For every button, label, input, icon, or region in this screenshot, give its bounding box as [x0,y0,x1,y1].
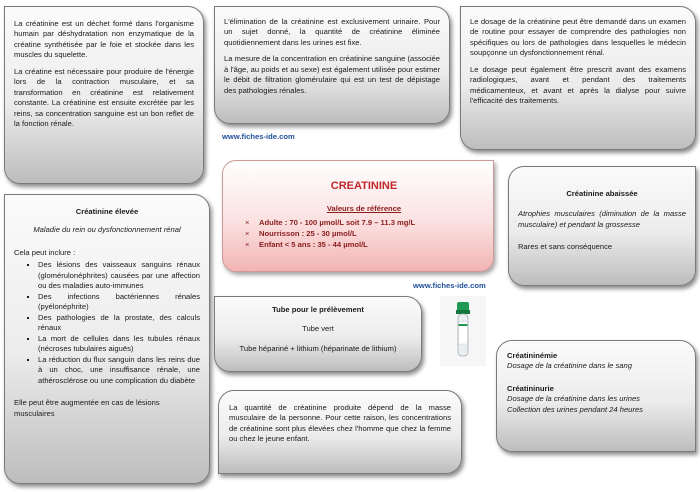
website-link-top[interactable]: www.fiches-ide.com [222,132,295,141]
info-box-tube [214,296,422,372]
tube-title: Tube pour le prélèvement [272,305,364,314]
page-title: CREATININE [330,180,398,192]
reference-values-list [245,217,483,250]
website-link-middle[interactable]: www.fiches-ide.com [413,281,486,290]
creatininemia-term: Créatininémie [507,351,558,360]
elevated-subtitle: Maladie du rein ou dysfonctionnement rénal [33,225,181,235]
list-item: ▪ Des infections bactériennes rénales (pyélonéphrite) [38,292,200,313]
tube-type: Tube hépariné + lithium (héparinate de lithium) [239,343,397,353]
reference-value-item: × Adulte : 70 - 100 µmol/L soit 7.9 – 11.3 mg/L [245,217,416,227]
info-box-definitions [496,340,696,452]
lowered-note: Rares et sans conséquence [518,242,613,252]
info-box-quantity [218,390,462,474]
reference-value-item: × Enfant < 5 ans : 35 - 44 µmol/L [245,239,368,249]
definition-paragraph-1: La créatinine est un déchet formé dans l'organisme humain par déshydratation non enzymatique de la créatine synthétisée par le foie et stockée dans les muscles du squelette. [14,19,194,60]
cross-bullet-icon: × [245,239,250,249]
elevated-causes-list [14,260,200,386]
dosage-paragraph-2: Le dosage peut également être prescrit avant des examens radiologiques, avant et pendant des traitements médicamenteux, et avant et après la dialyse pour suivre l'efficacité des traitements. [470,64,686,106]
creatininuria-definition: Dosage de la créatinine dans les urines [507,394,640,404]
info-box-elimination [214,6,450,124]
elimination-paragraph-1: L'élimination de la créatinine est exclusivement urinaire. Pour un sujet donné, la quantité de créatinine éliminée quotidiennement dans les urines est fixe. [224,17,440,47]
elevated-intro: Cela peut inclure : [14,247,76,257]
list-item: ▪ Des pathologies de la prostate, des calculs rénaux [38,313,200,334]
lowered-cause: Atrophies musculaires (diminution de la masse musculaire) et pendant la grossesse [518,209,686,229]
blood-tube-image [440,296,486,366]
list-item: ▪ La mort de cellules dans les tubules rénaux (nécroses tubulaires aiguës) [38,334,200,355]
info-box-definition [4,6,204,184]
main-reference-box [222,160,494,272]
tube-color: Tube vert [302,324,334,334]
info-box-dosage [460,6,696,150]
list-item: ▪ Des lésions des vaisseaux sanguins rénaux (glomérulonéphrites) causées par une affection ou des maladies auto-immunes [38,260,200,291]
quantity-paragraph: La quantité de créatinine produite dépend de la masse musculaire de la personne. Pour cette raison, les concentrations de créatinine sont plus élevées chez l'homme que chez la femme ou chez le jeune enfant. [229,403,451,444]
reference-value-item: × Nourrisson : 25 - 30 µmol/L [245,228,357,238]
lowered-title: Créatinine abaissée [566,189,638,198]
creatininemia-definition: Dosage de la créatinine dans le sang [507,361,632,371]
creatininuria-term: Créatininurie [507,383,554,393]
cross-bullet-icon: × [245,228,250,238]
cross-bullet-icon: × [245,217,250,227]
reference-values-heading: Valeurs de référence [326,203,402,213]
dosage-paragraph-1: Le dosage de la créatinine peut être demandé dans un examen de routine pour essayer de comprendre des pathologies non spécifiques ou lors de pathologies dans lesquelles le médecin soupçonne un dysfonctionnement rénal. [470,17,686,58]
elevated-outro: Elle peut être augmentée en cas de lésions musculaires [14,398,160,418]
elimination-paragraph-2: La mesure de la concentration en créatinine sanguine (associée à l'âge, au poids et au sexe) est également utilisée pour estimer le débit de filtration glomérulaire qui est un test de dépistage des pathologies rénales. [224,54,440,95]
info-box-lowered [508,166,696,286]
creatininuria-collection: Collection des urines pendant 24 heures [507,404,643,414]
elevated-title: Créatinine élevée [75,207,139,216]
blood-tube-icon [440,296,486,366]
list-item: ▪ La réduction du flux sanguin dans les reins due à un choc, une insuffisance rénale, une athérosclérose ou une complication du diabète [38,355,200,386]
definition-paragraph-2: La créatine est nécessaire pour produire de l'énergie lors de la contraction musculaire, et sa transformation en créatinine est relativement constante. La créatinine est ensuite excrétée par les reins, sa concentration sanguine est un bon reflet de la fonction rénale. [14,66,194,129]
info-box-elevated [4,194,210,484]
